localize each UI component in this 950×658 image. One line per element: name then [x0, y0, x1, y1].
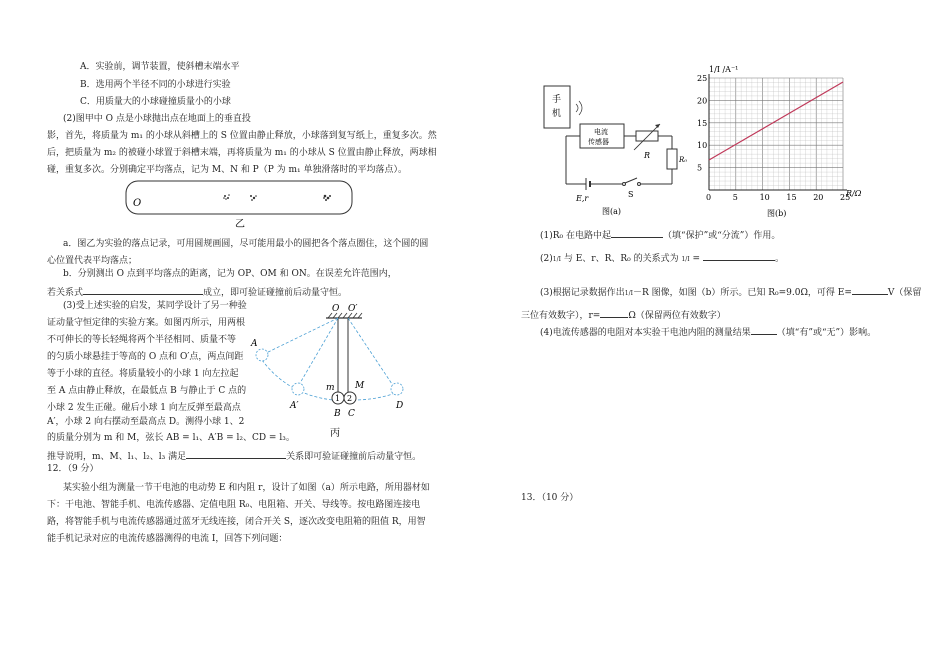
q3-line-3: 的匀质小球悬挂于等高的 O 点和 O′点，两点间距 [47, 352, 244, 362]
y-tick-label: 15 [697, 118, 708, 128]
q3-last-post: 关系即可验证碰撞前后动量守恒。 [286, 452, 422, 462]
rq3-pre: (3)根据记录数据作出 [540, 288, 625, 298]
option-a: A．实验前，调节装置，使斜槽末端水平 [80, 62, 240, 72]
figure-yi [125, 180, 355, 230]
x-tick-label: 5 [732, 193, 738, 202]
q3-line-6: 小球 2 发生正碰。碰后小球 1 向左反弹至最高点 [47, 403, 241, 413]
rq3-line2-post: Ω（保留两位有效数字） [628, 311, 726, 321]
q12-line-3: 能手机记录对应的电流传感器测得的电流 I，回答下列问题： [47, 534, 288, 544]
phone-char-1: 手 [552, 95, 562, 105]
answer-blank-r2[interactable] [703, 251, 775, 261]
graph-caption: 图(b) [767, 209, 787, 218]
phone-char-2: 机 [552, 109, 562, 119]
answer-blank-r4[interactable] [751, 325, 777, 335]
figure-yi-caption: 乙 [235, 219, 245, 230]
rq3-line2 [521, 308, 726, 322]
rq2-end: 。 [774, 254, 784, 264]
rq3-mid: －R 图像，如图（b）所示。已知 R₀=9.0Ω，可得 E= [632, 288, 852, 298]
option-c: C．用质量大的小球碰撞质量小的小球 [80, 97, 231, 107]
point-b: B [334, 409, 341, 419]
figure-circuit [540, 84, 690, 220]
point-o-label: O [133, 198, 142, 209]
point-c: C [348, 409, 355, 419]
figure-bing-caption: 丙 [330, 428, 340, 439]
answer-blank-r1[interactable] [611, 228, 663, 238]
q2-line3: 后，把质量为 m₂ 的被碰小球置于斜槽末端，再将质量为 m₁ 的小球从 S 位置由静止释放，两球相 [47, 148, 437, 158]
mass-big-m-label: M [355, 381, 365, 391]
point-a: A [251, 339, 258, 349]
y-axis-label: 1/I /A⁻¹ [709, 65, 739, 74]
q3-line-8: 的质量分别为 m 和 M，弦长 AB = l₁、A′B = l₂、CD = l₃。 [47, 433, 295, 443]
ball-2-label: 2 [347, 394, 353, 403]
q3-line-2: 不可伸长的等长轻绳将两个半径相同、质量不等 [47, 335, 237, 345]
rq3-frac: 1/I [624, 290, 633, 297]
sensor-line2: 传感器 [588, 138, 609, 146]
y-tick-label: 25 [697, 74, 708, 83]
chart-series [709, 82, 843, 160]
q3-line-7: A′，小球 2 向右摆动至最高点 D。测得小球 1、2 [47, 417, 245, 427]
rq2-line [540, 251, 784, 266]
rq2-frac2: 1/I [681, 256, 690, 263]
cluster-n [323, 195, 331, 201]
inverse-current-vs-resistance-chart [695, 62, 870, 220]
circuit-caption: 图(a) [602, 207, 622, 216]
rq2-frac: 1/I [552, 256, 561, 263]
qb-line2-post: 成立，即可验证碰撞前后动量守恒。 [203, 288, 348, 298]
landing-points-diagram [125, 180, 355, 230]
ball-1-label: 1 [335, 394, 341, 403]
qb-line2-pre: 若关系式 [47, 288, 84, 298]
switch-label: S [628, 190, 634, 199]
rq1-post: （填“保护”或“分流”）作用。 [663, 231, 781, 241]
point-d: D [396, 401, 404, 411]
q3-line-5: 至 A 点由静止释放，在最低点 B 与静止于 C 点的 [47, 386, 247, 396]
q12-line-0: 某实验小组为测量一节干电池的电动势 E 和内阻 r，设计了如图（a）所示电路，所用器材如 [63, 483, 430, 493]
x-tick-label: 25 [840, 193, 851, 202]
answer-blank-q3[interactable] [186, 449, 286, 459]
point-o: O [332, 304, 340, 314]
pendulum-diagram [248, 300, 420, 442]
circuit-diagram [540, 84, 690, 220]
answer-blank-r3-e[interactable] [852, 285, 888, 295]
y-tick-label: 20 [697, 96, 708, 106]
q12-head: 12．（9 分） [47, 464, 99, 474]
q3-line-1: 证动量守恒定律的实验方案。如图丙所示，用两根 [47, 318, 246, 328]
q3-line-4: 等于小球的直径。将质量较小的小球 1 向左拉起 [47, 369, 239, 379]
answer-blank-qb[interactable] [83, 285, 203, 295]
battery-label: E,r [576, 194, 589, 203]
x-tick-label: 15 [786, 193, 797, 202]
rq2-pre: (2) [540, 254, 553, 264]
chart-grid [709, 78, 843, 190]
figure-graph [695, 62, 870, 220]
cluster-p [250, 195, 257, 201]
rq2-eq: = [689, 254, 703, 264]
r0-label: R₀ [679, 156, 688, 164]
sensor-line1: 电流 [594, 128, 608, 136]
rq4-post: （填“有”或“无”）影响。 [776, 328, 877, 338]
q12-line-2: 路，将智能手机与电流传感器通过蓝牙无线连接，闭合开关 S，逐次改变电阻箱的阻值 R，用智 [47, 517, 426, 527]
y-tick-label: 5 [697, 163, 703, 173]
q2-line1: (2)图甲中 O 点是小球抛出点在地面上的垂直投 [63, 114, 251, 124]
rq3-line2-pre: 三位有效数字），r= [521, 311, 601, 321]
qb-line2 [47, 285, 347, 299]
qb-line1: b．分别测出 O 点到平均落点的距离，记为 OP、OM 和 ON。在误差允许范围内， [63, 269, 397, 279]
point-a-prime: A′ [290, 401, 299, 411]
rq4-line [540, 325, 876, 339]
q2-line2: 影，首先，将质量为 m₁ 的小球从斜槽上的 S 位置由静止释放，小球落到复写纸上，重复多次。然 [47, 131, 437, 141]
mass-m-label: m [326, 383, 335, 393]
series-line [709, 82, 843, 160]
option-b: B．选用两个半径不同的小球进行实验 [80, 80, 231, 90]
q3-line-0: (3)受上述实验的启发，某同学设计了另一种验 [63, 301, 247, 311]
q3-last-line [47, 449, 421, 463]
resistor-r-label: R [644, 151, 651, 160]
q12-line-1: 下：干电池、智能手机、电流传感器、定值电阻 R₀、电阻箱、开关、导线等。按电路图连接电 [47, 500, 421, 510]
q3-last-pre: 推导说明，m、M、l₁、l₂、l₃ 满足 [47, 452, 187, 462]
chart-ticks [697, 74, 850, 202]
qa-line1: a．图乙为实验的落点记录，可用圆规画圆，尽可能用最小的圆把各个落点圈住，这个圆的圆 [63, 239, 429, 249]
rq3-line1 [540, 285, 921, 300]
point-o-prime: O′ [348, 304, 358, 314]
x-tick-label: 0 [706, 193, 712, 202]
q2-line4: 碰，重复多次。分别确定平均落点，记为 M、N 和 P（P 为 m₁ 单独滑落时的平均落点）。 [47, 165, 408, 175]
figure-bing [248, 300, 420, 442]
qa-line2: 心位置代表平均落点； [47, 256, 138, 266]
x-tick-label: 20 [813, 193, 824, 202]
rq3-post: V（保留 [887, 288, 922, 298]
rq1-pre: (1)R₀ 在电路中起 [540, 231, 611, 241]
rq1-line [540, 228, 780, 242]
rq2-mid: 与 E、r、R、R₀ 的关系式为 [560, 254, 682, 264]
q13-head: 13．（10 分） [521, 493, 579, 503]
x-tick-label: 10 [759, 193, 770, 202]
x-axis-label: R/Ω [846, 189, 862, 198]
y-tick-label: 10 [697, 141, 708, 151]
rq4-pre: (4)电流传感器的电阻对本实验干电池内阻的测量结果 [540, 328, 751, 338]
answer-blank-r3-r[interactable] [600, 308, 628, 318]
cluster-m [223, 194, 230, 200]
